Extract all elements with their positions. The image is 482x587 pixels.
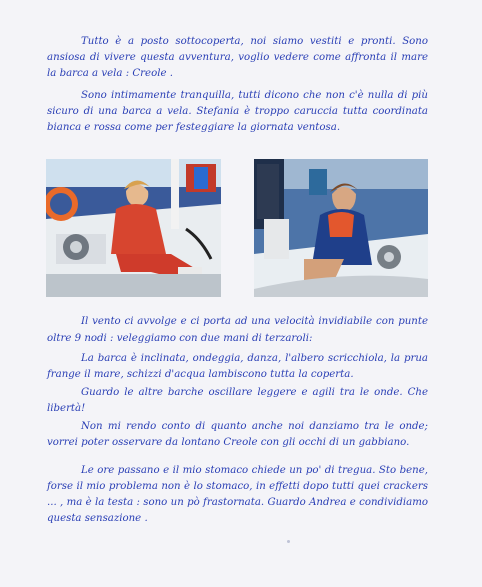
paragraph-1: Tutto è a posto sottocoperta, noi siamo vestiti e pronti. Sono ansiosa di vivere questa avventura, voglio vedere come affronta il mare la barca a vela : Creole . [47, 36, 428, 79]
paragraph-5: Guardo le altre barche oscillare leggere e agili tra le onde. Che libertà! [47, 387, 428, 414]
photo-sailing-woman-red-jacket [46, 159, 221, 297]
paragraph-6: Non mi rendo conto di quanto anche noi danziamo tra le onde; vorrei poter osservare da lontano Creole con gli occhi di un gabbiano. [47, 421, 428, 448]
paragraph-7: Le ore passano e il mio stomaco chiede un po' di tregua. Sto bene, forse il mio problema non è lo stomaco, in effetti dopo tutti quei crackers ... , ma è la testa : sono un pò frastornata. Guardo Andrea e condividiamo questa sensazione . [47, 465, 428, 524]
photo-sailing-woman-blue-jacket [254, 159, 428, 297]
paragraph-3: Il vento ci avvolge e ci porta ad una velocità invidiabile con punte oltre 9 nodi : veleggiamo con due mani di terzaroli: [47, 316, 428, 344]
paragraph-2: Sono intimamente tranquilla, tutti dicono che non c'è nulla di più sicuro di una barca a vela. Stefania è troppo caruccia tutta coordinata bianca e rossa come per festeggiare la giornata ventosa. [47, 90, 428, 133]
speck [287, 540, 290, 543]
paragraph-4: La barca è inclinata, ondeggia, danza, l'albero scricchiola, la prua frange il mare, schizzi d'acqua lambiscono tutta la coperta. [47, 353, 428, 380]
